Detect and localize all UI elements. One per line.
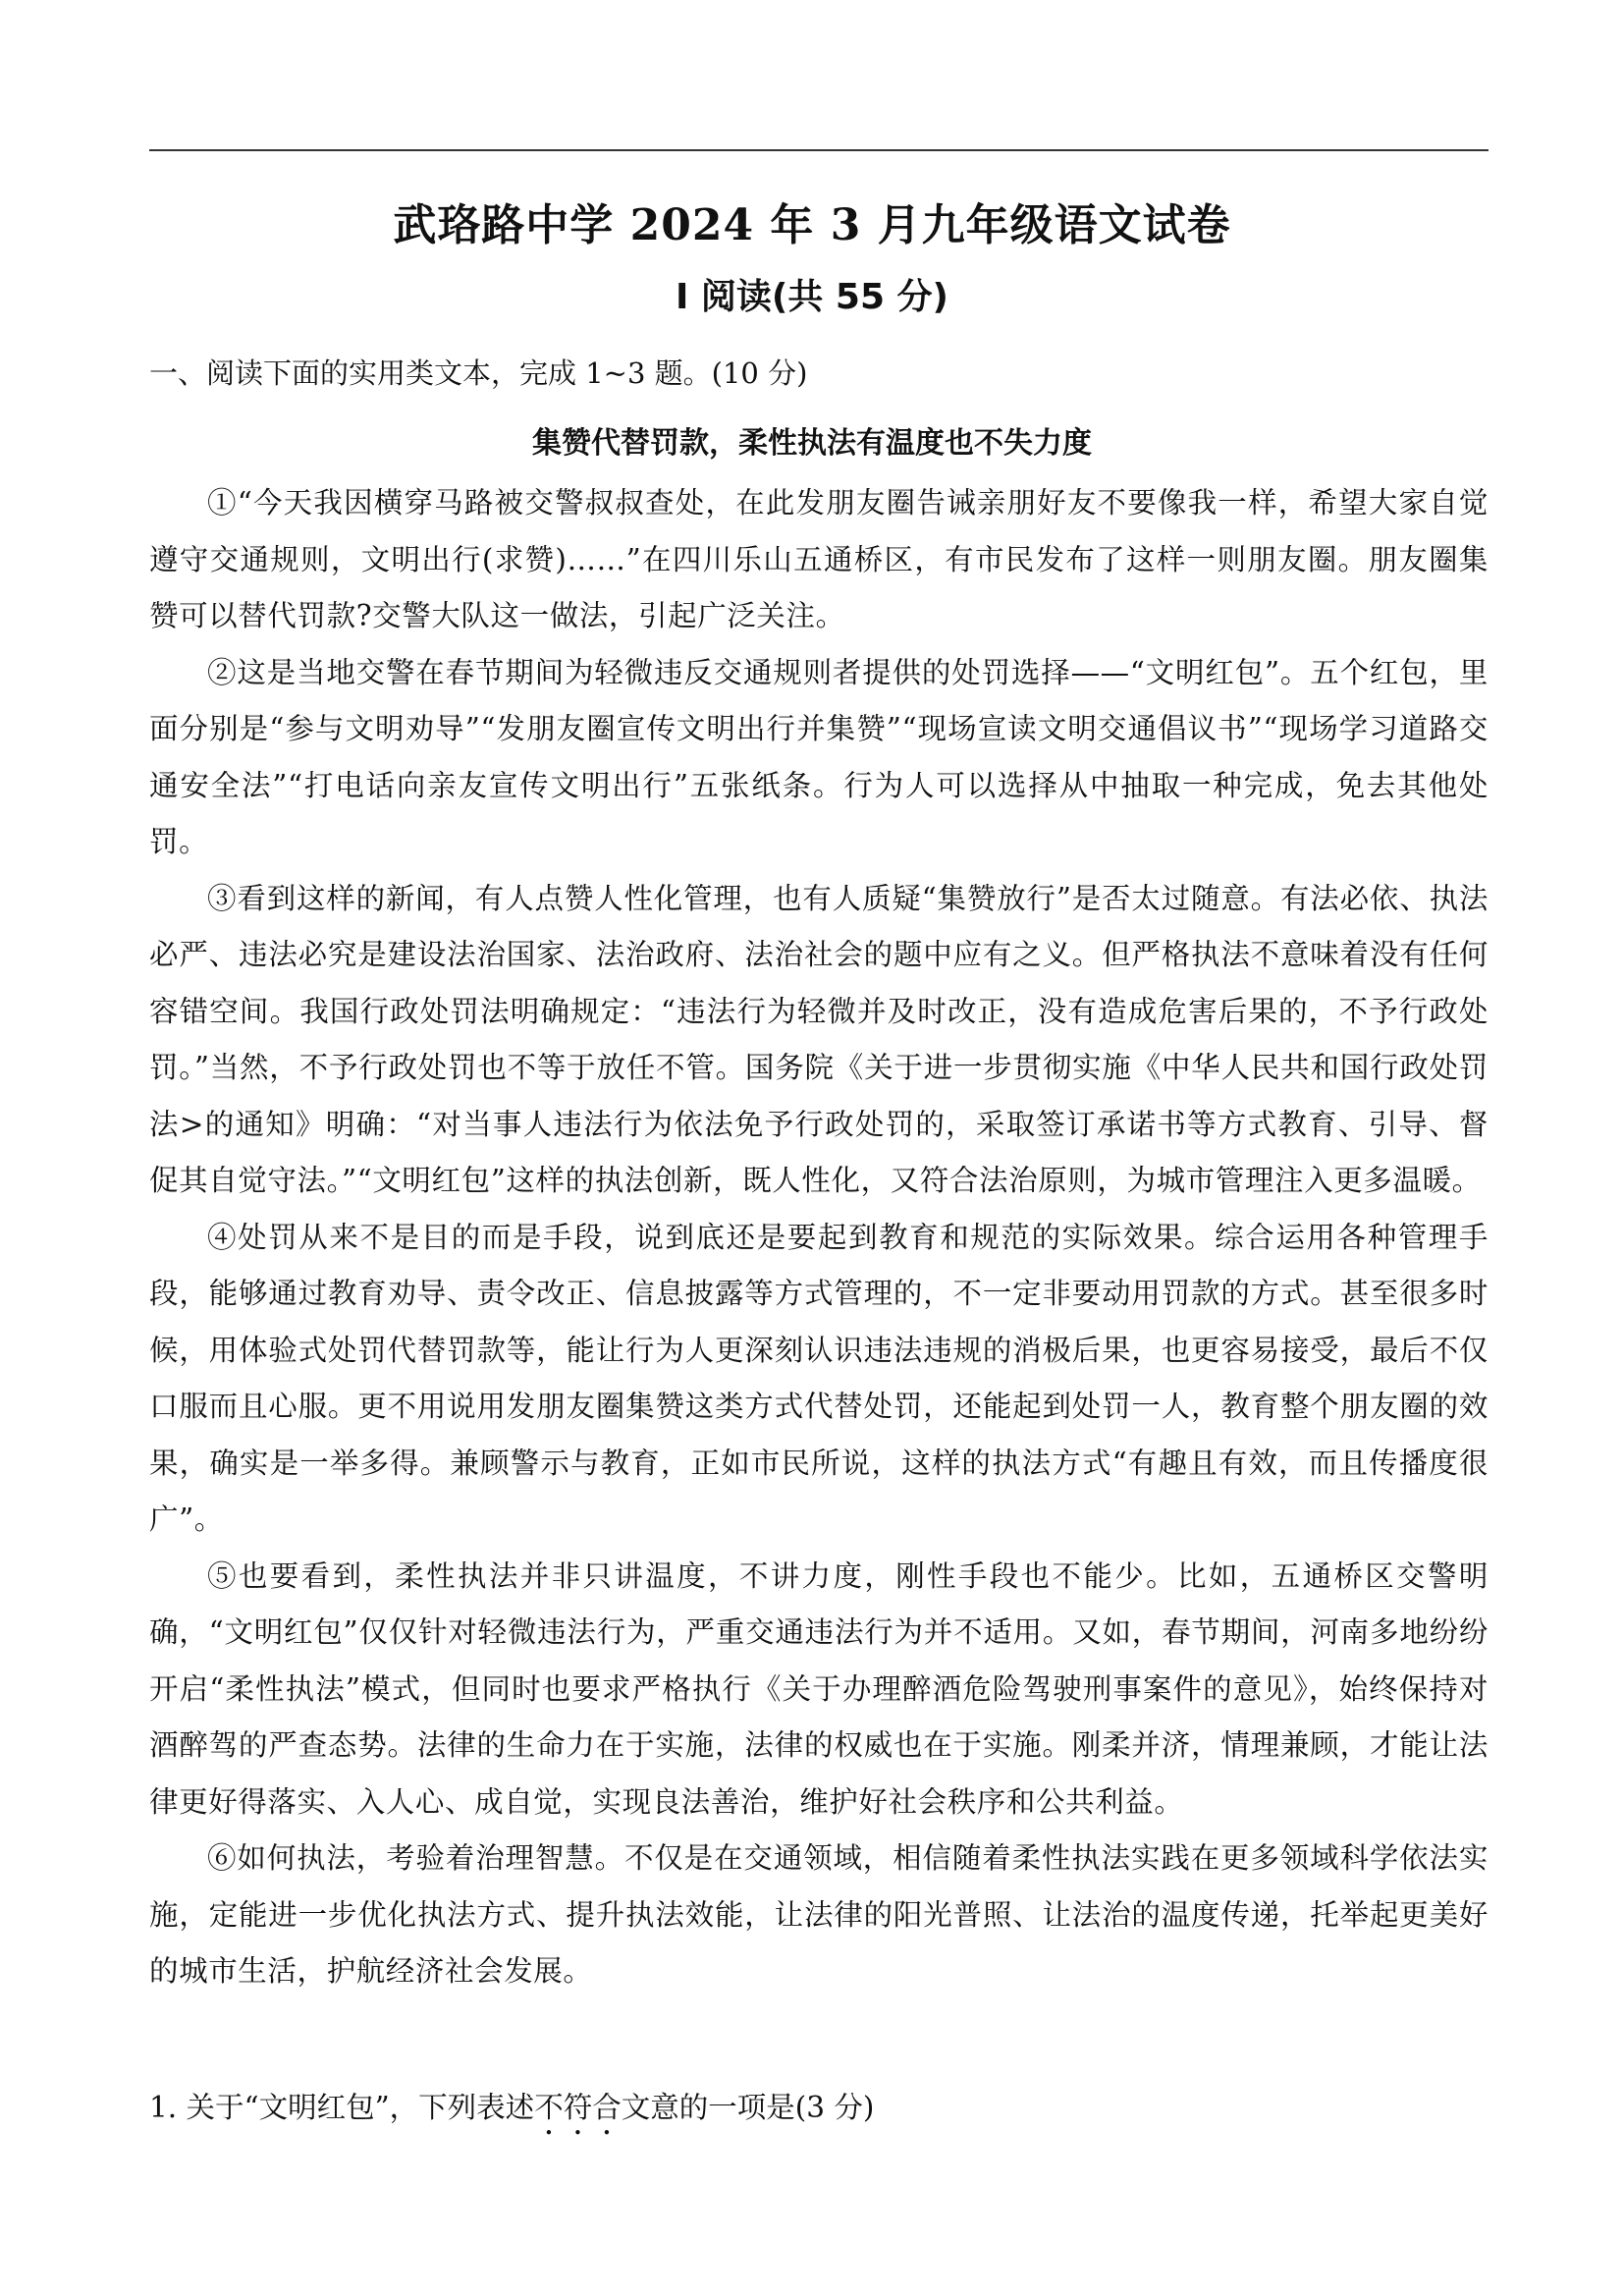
article-paragraph-6: ⑥如何执法，考验着治理智慧。不仅是在交通领域，相信随着柔性执法实践在更多领域科学依法实施，定能进一步优化执法方式、提升执法效能，让法律的阳光普照、让法治的温度传递，托举起更美好的城市生活，护航经济社会发展。: [149, 1841, 1489, 1988]
header-rule: [149, 149, 1489, 151]
article-paragraph-4: ④处罚从来不是目的而是手段，说到底还是要起到教育和规范的实际效果。综合运用各种管理手段，能够通过教育劝导、责令改正、信息披露等方式管理的，不一定非要动用罚款的方式。甚至很多时候，用体验式处罚代替罚款等，能让行为人更深刻认识违法违规的消极后果，也更容易接受，最后不仅口服而且心服。更不用说用发朋友圈集赞这类方式代替处罚，还能起到处罚一人，教育整个朋友圈的效果，确实是一举多得。兼顾警示与教育，正如市民所说，这样的执法方式“有趣且有效，而且传播度很广”。: [149, 1220, 1489, 1536]
exam-title: 武珞路中学 2024 年 3 月九年级语文试卷: [393, 200, 1231, 250]
article-paragraph-5: ⑤也要看到，柔性执法并非只讲温度，不讲力度，刚性手段也不能少。比如，五通桥区交警明确，“文明红包”仅仅针对轻微违法行为，严重交通违法行为并不适用。又如，春节期间，河南多地纷纷开启“柔性执法”模式，但同时也要求严格执行《关于办理醉酒危险驾驶刑事案件的意见》，始终保持对酒醉驾的严查态势。法律的生命力在于实施，法律的权威也在于实施。刚柔并济，情理兼顾，才能让法律更好得落实、入人心、成自觉，实现良法善治，维护好社会秩序和公共利益。: [149, 1558, 1489, 1819]
article-paragraph-2: ②这是当地交警在春节期间为轻微违反交通规则者提供的处罚选择——“文明红包”。五个红包，里面分别是“参与文明劝导”“发朋友圈宣传文明出行并集赞”“现场宣读文明交通倡议书”“现场学习道路交通安全法”“打电话向亲友宣传文明出行”五张纸条。行为人可以选择从中抽取一种完成，免去其他处罚。: [149, 655, 1489, 858]
article-body: [149, 475, 1489, 2000]
article-paragraph-1: ①“今天我因横穿马路被交警叔叔查处，在此发朋友圈告诫亲朋好友不要像我一样，希望大家自觉遵守交通规则，文明出行(求赞)……”在四川乐山五通桥区，有市民发布了这样一则朋友圈。朋友圈集赞可以替代罚款?交警大队这一做法，引起广泛关注。: [149, 486, 1489, 632]
question-1-prefix: 1. 关于“文明红包”，下列表述: [149, 2091, 535, 2124]
question-1-suffix: 文意的一项是(3 分): [621, 2091, 875, 2124]
part-one-heading: 一、阅读下面的实用类文本，完成 1~3 题。(10 分): [149, 356, 808, 390]
question-1: [149, 2084, 1489, 2142]
article-paragraph-3: ③看到这样的新闻，有人点赞人性化管理，也有人质疑“集赞放行”是否太过随意。有法必依、执法必严、违法必究是建设法治国家、法治政府、法治社会的题中应有之义。但严格执法不意味着没有任何容错空间。我国行政处罚法明确规定：“违法行为轻微并及时改正，没有造成危害后果的，不予行政处罚。”当然，不予行政处罚也不等于放任不管。国务院《关于进一步贯彻实施《中华人民共和国行政处罚法>的通知》明确：“对当事人违法行为依法免予行政处罚的，采取签订承诺书等方式教育、引导、督促其自觉守法。”“文明红包”这样的执法创新，既人性化，又符合法治原则，为城市管理注入更多温暖。: [149, 881, 1489, 1197]
article-title: 集赞代替罚款，柔性执法有温度也不失力度: [532, 426, 1092, 461]
question-1-emphasis: 不符合: [534, 2091, 622, 2124]
section-title: I 阅读(共 55 分): [676, 277, 948, 317]
